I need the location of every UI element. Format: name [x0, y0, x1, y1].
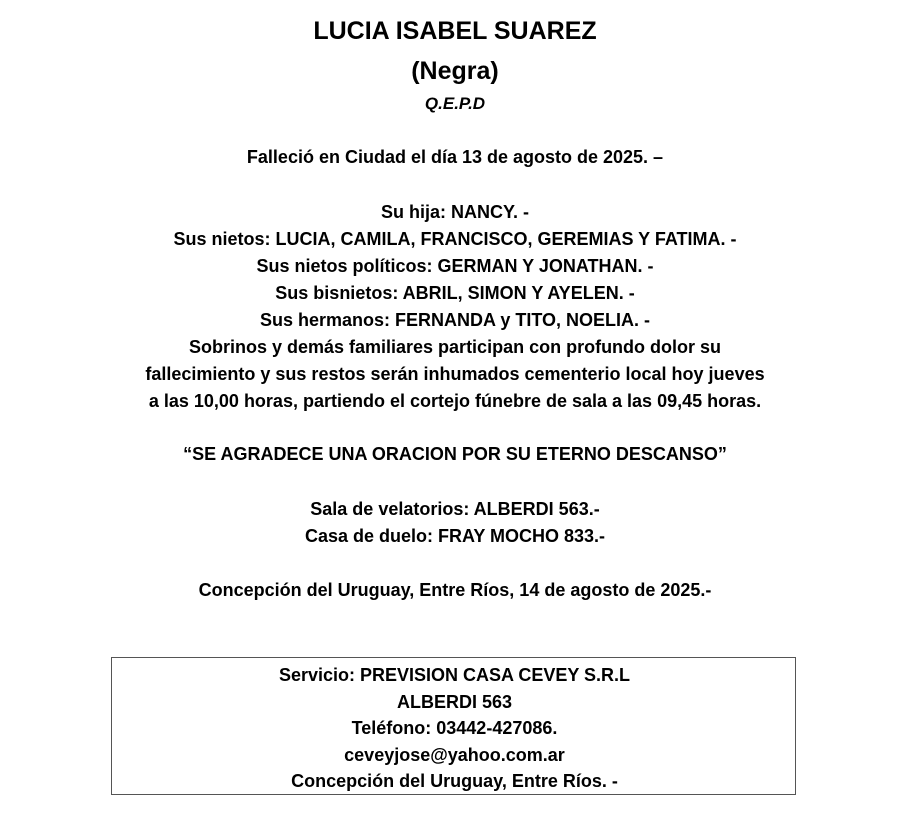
service-city: Concepción del Uruguay, Entre Ríos. - [291, 771, 618, 791]
family-body-line-3: a las 10,00 horas, partiendo el cortejo fúnebre de sala a las 09,45 horas. [148, 391, 762, 411]
qepd-label: Q.E.P.D [424, 94, 486, 113]
death-notice: Falleció en Ciudad el día 13 de agosto de 2025. – [246, 147, 664, 167]
deceased-nickname: (Negra) [411, 57, 499, 85]
service-phone: Teléfono: 03442-427086. [351, 718, 558, 738]
prayer-request: “SE AGRADECE UNA ORACION POR SU ETERNO DESCANSO” [183, 444, 727, 464]
mourning-house: Casa de duelo: FRAY MOCHO 833.- [304, 526, 606, 546]
service-provider: Servicio: PREVISION CASA CEVEY S.R.L [278, 665, 631, 685]
service-address: ALBERDI 563 [396, 692, 513, 712]
family-siblings: Sus hermanos: FERNANDA y TITO, NOELIA. - [259, 310, 651, 330]
family-daughter: Su hija: NANCY. - [380, 202, 529, 222]
family-body-line-2: fallecimiento y sus restos serán inhumados cementerio local hoy jueves [145, 364, 765, 384]
deceased-name: LUCIA ISABEL SUAREZ [313, 17, 597, 45]
service-email: ceveyjose@yahoo.com.ar [344, 745, 565, 765]
place-and-date: Concepción del Uruguay, Entre Ríos, 14 de agosto de 2025.- [198, 580, 712, 600]
family-grandchildren: Sus nietos: LUCIA, CAMILA, FRANCISCO, GEREMIAS Y FATIMA. - [173, 229, 737, 249]
wake-room: Sala de velatorios: ALBERDI 563.- [310, 499, 600, 519]
family-great-grandchildren: Sus bisnietos: ABRIL, SIMON Y AYELEN. - [275, 283, 635, 303]
funeral-service-box [111, 657, 796, 795]
family-grandchildren-in-law: Sus nietos políticos: GERMAN Y JONATHAN. - [256, 256, 654, 276]
family-body-line-1: Sobrinos y demás familiares participan con profundo dolor su [188, 337, 722, 357]
